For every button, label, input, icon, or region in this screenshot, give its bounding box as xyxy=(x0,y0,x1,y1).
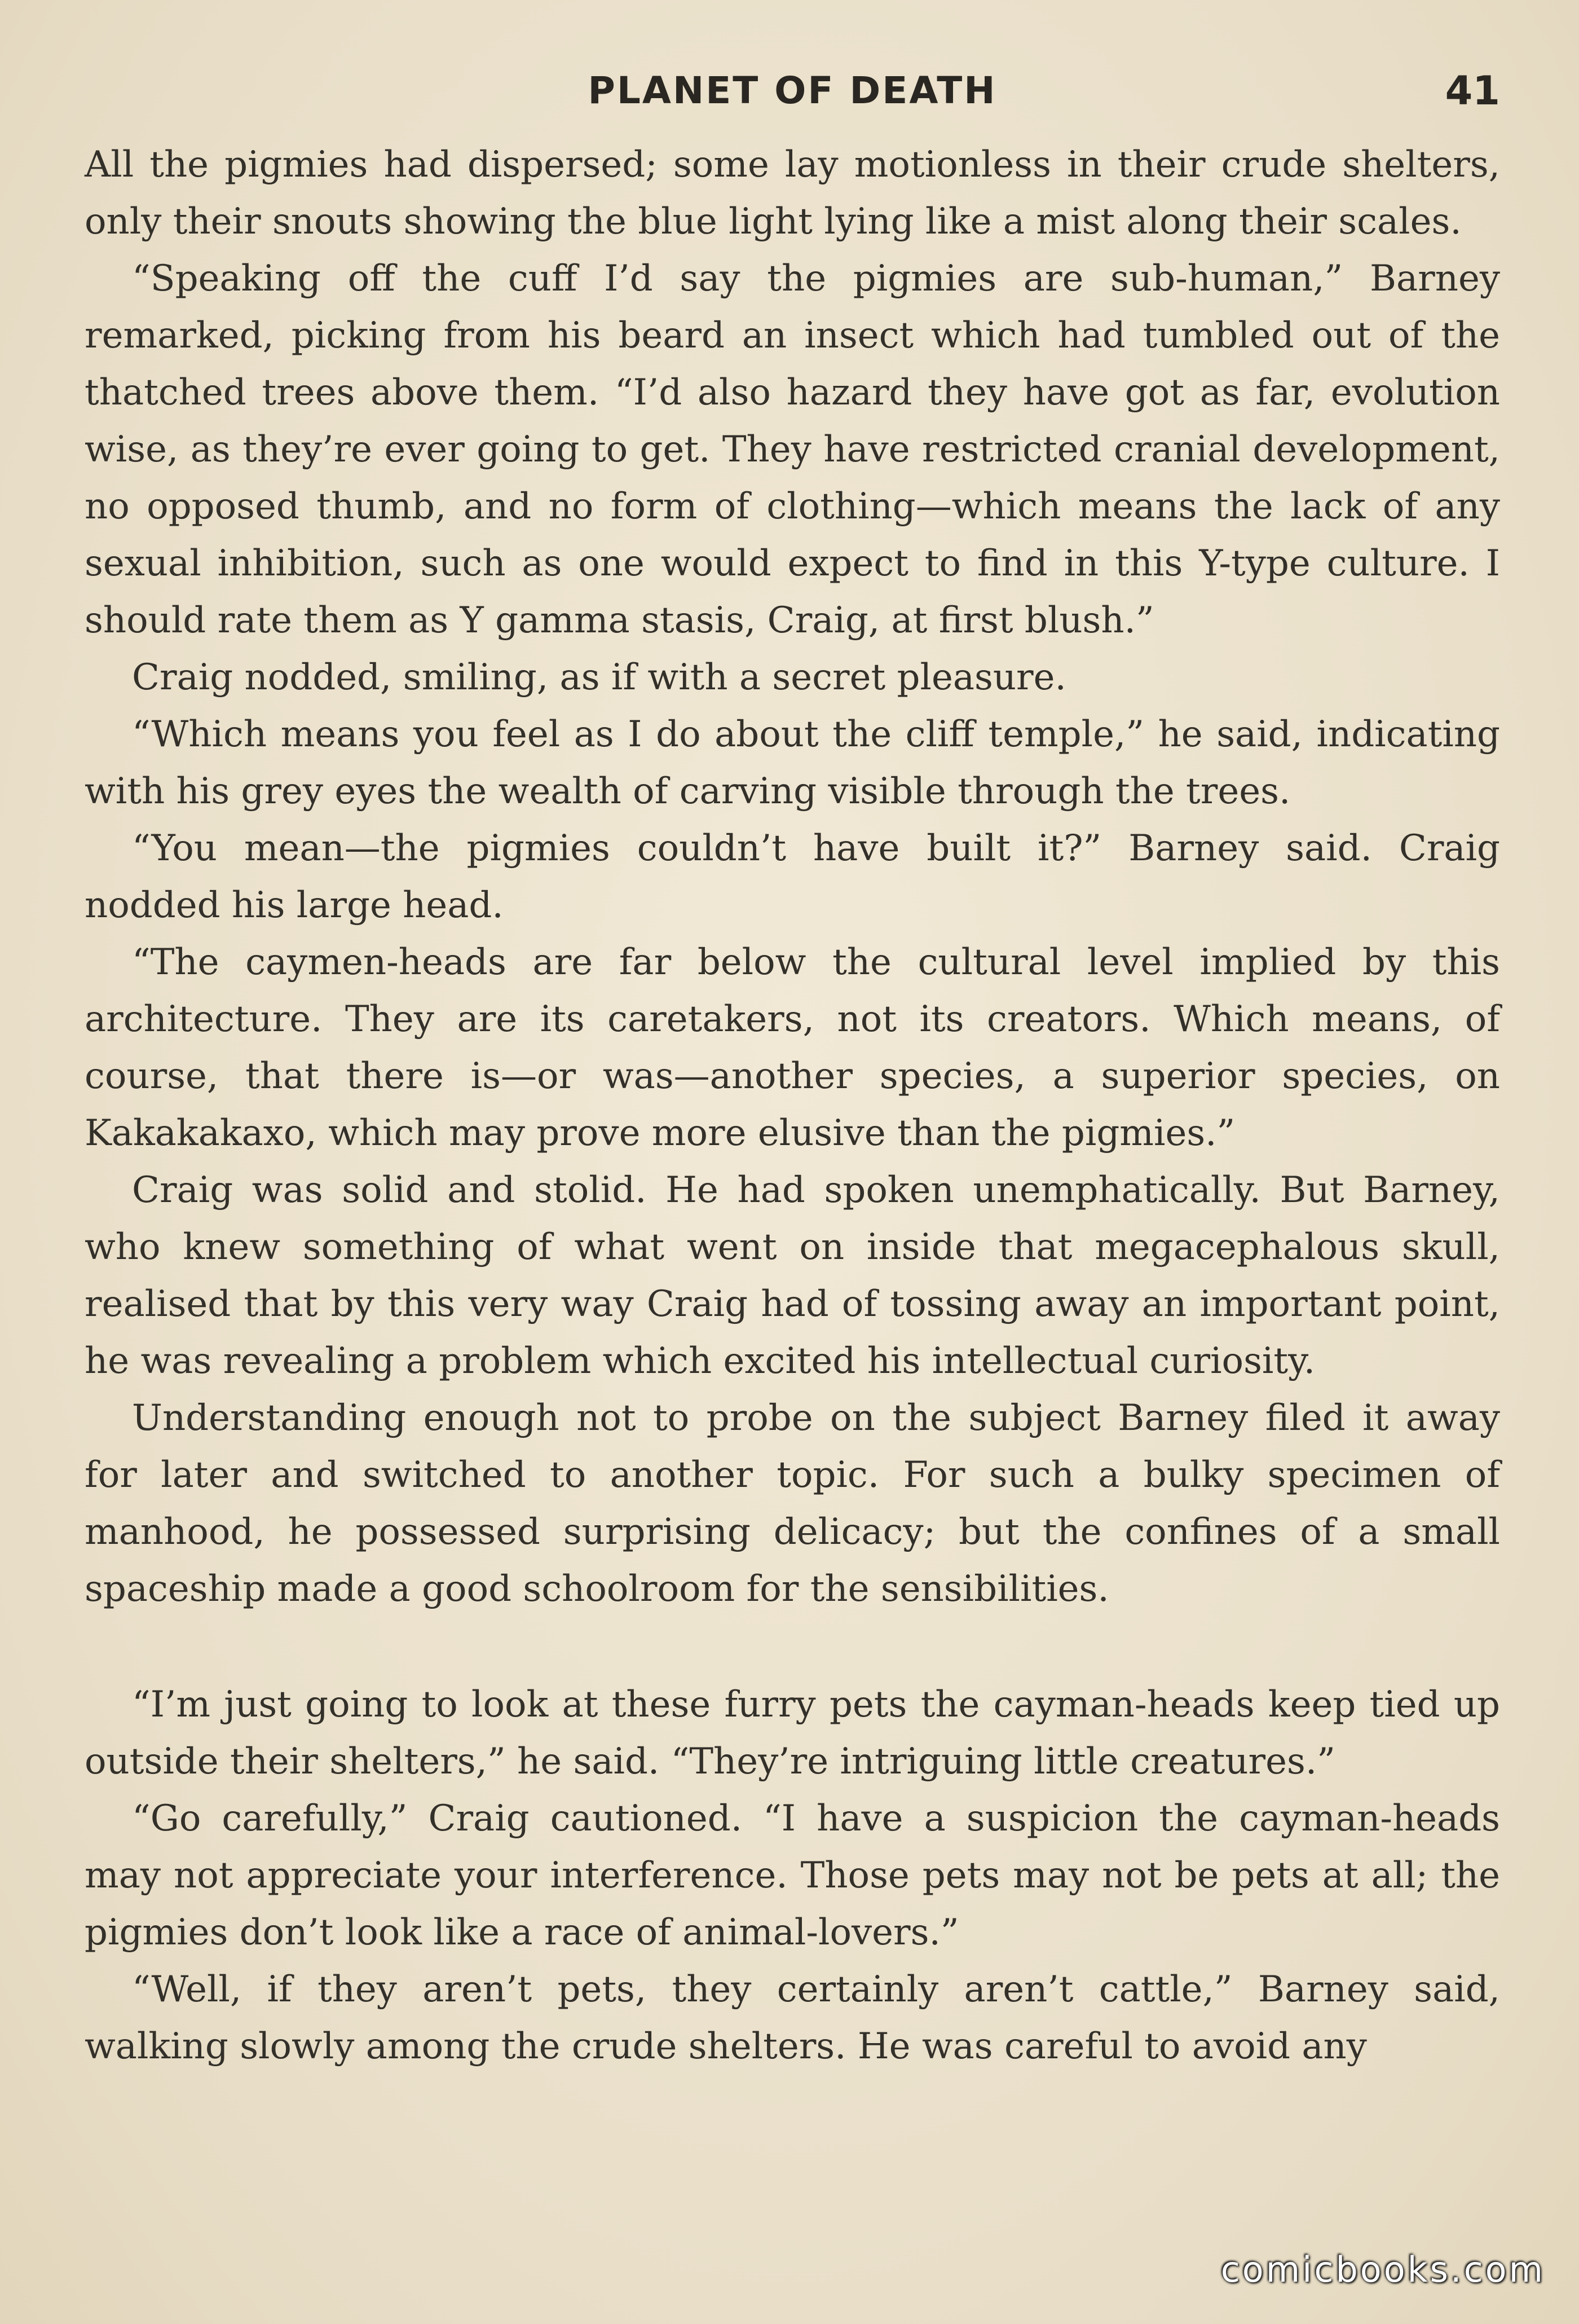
watermark: comicbooks.com xyxy=(1220,2249,1545,2290)
paragraph: Craig was solid and stolid. He had spoken unemphatically. But Barney, who knew something of what went on inside that megacephalous skull, realised that by this very way Craig had of tossing away an important point, he was revealing a problem which excited his intellectual curiosity. xyxy=(85,1169,1500,1382)
paragraph: “You mean—the pigmies couldn’t have built it?” Barney said. Craig nodded his large head. xyxy=(85,828,1500,926)
paragraph: “Well, if they aren’t pets, they certainly aren’t cattle,” Barney said, walking slowly among the crude shelters. He was careful to avoid any xyxy=(85,1969,1500,2067)
section-break xyxy=(85,1618,1500,1676)
paragraph: All the pigmies had dispersed; some lay motionless in their crude shelters, only their snouts showing the blue light lying like a mist along their scales. xyxy=(85,144,1500,243)
paragraph: “I’m just going to look at these furry pets the cayman-heads keep tied up outside their shelters,” he said. “They’re intriguing little creatures.” xyxy=(85,1684,1500,1782)
paragraph: “Speaking off the cuff I’d say the pigmies are sub-human,” Barney remarked, picking from his beard an insect which had tumbled out of the thatched trees above them. “I’d also hazard they have got as far, evolution wise, as they’re ever going to get. They have restricted cranial development, no opposed thumb, and no form of clothing—which means the lack of any sexual inhibition, such as one would expect to find in this Y-type culture. I should rate them as Y gamma stasis, Craig, at first blush.” xyxy=(85,258,1500,641)
paragraph: Understanding enough not to probe on the subject Barney filed it away for later and switched to another topic. For such a bulky specimen of manhood, he possessed surprising delicacy; but the confines of a small spaceship made a good schoolroom for the sensibilities. xyxy=(85,1397,1500,1610)
paragraph: Craig nodded, smiling, as if with a secret pleasure. xyxy=(132,657,1066,698)
paragraph: “Go carefully,” Craig cautioned. “I have a suspicion the cayman-heads may not appreciate your interference. Those pets may not be pets at all; the pigmies don’t look like a race of animal-lovers.” xyxy=(85,1798,1500,1953)
book-page xyxy=(85,62,1500,2262)
page-header xyxy=(85,62,1500,124)
page-number: 41 xyxy=(1445,68,1500,114)
body-text xyxy=(85,137,1500,2075)
paragraph: “Which means you feel as I do about the cliff temple,” he said, indicating with his grey eyes the wealth of carving visible through the trees. xyxy=(85,714,1500,812)
running-title: PLANET OF DEATH xyxy=(588,69,997,112)
paragraph: “The caymen-heads are far below the cultural level implied by this architecture. They are its caretakers, not its creators. Which means, of course, that there is—or was—another species, a superior species, on Kakakakaxo, which may prove more elusive than the pigmies.” xyxy=(85,941,1500,1154)
